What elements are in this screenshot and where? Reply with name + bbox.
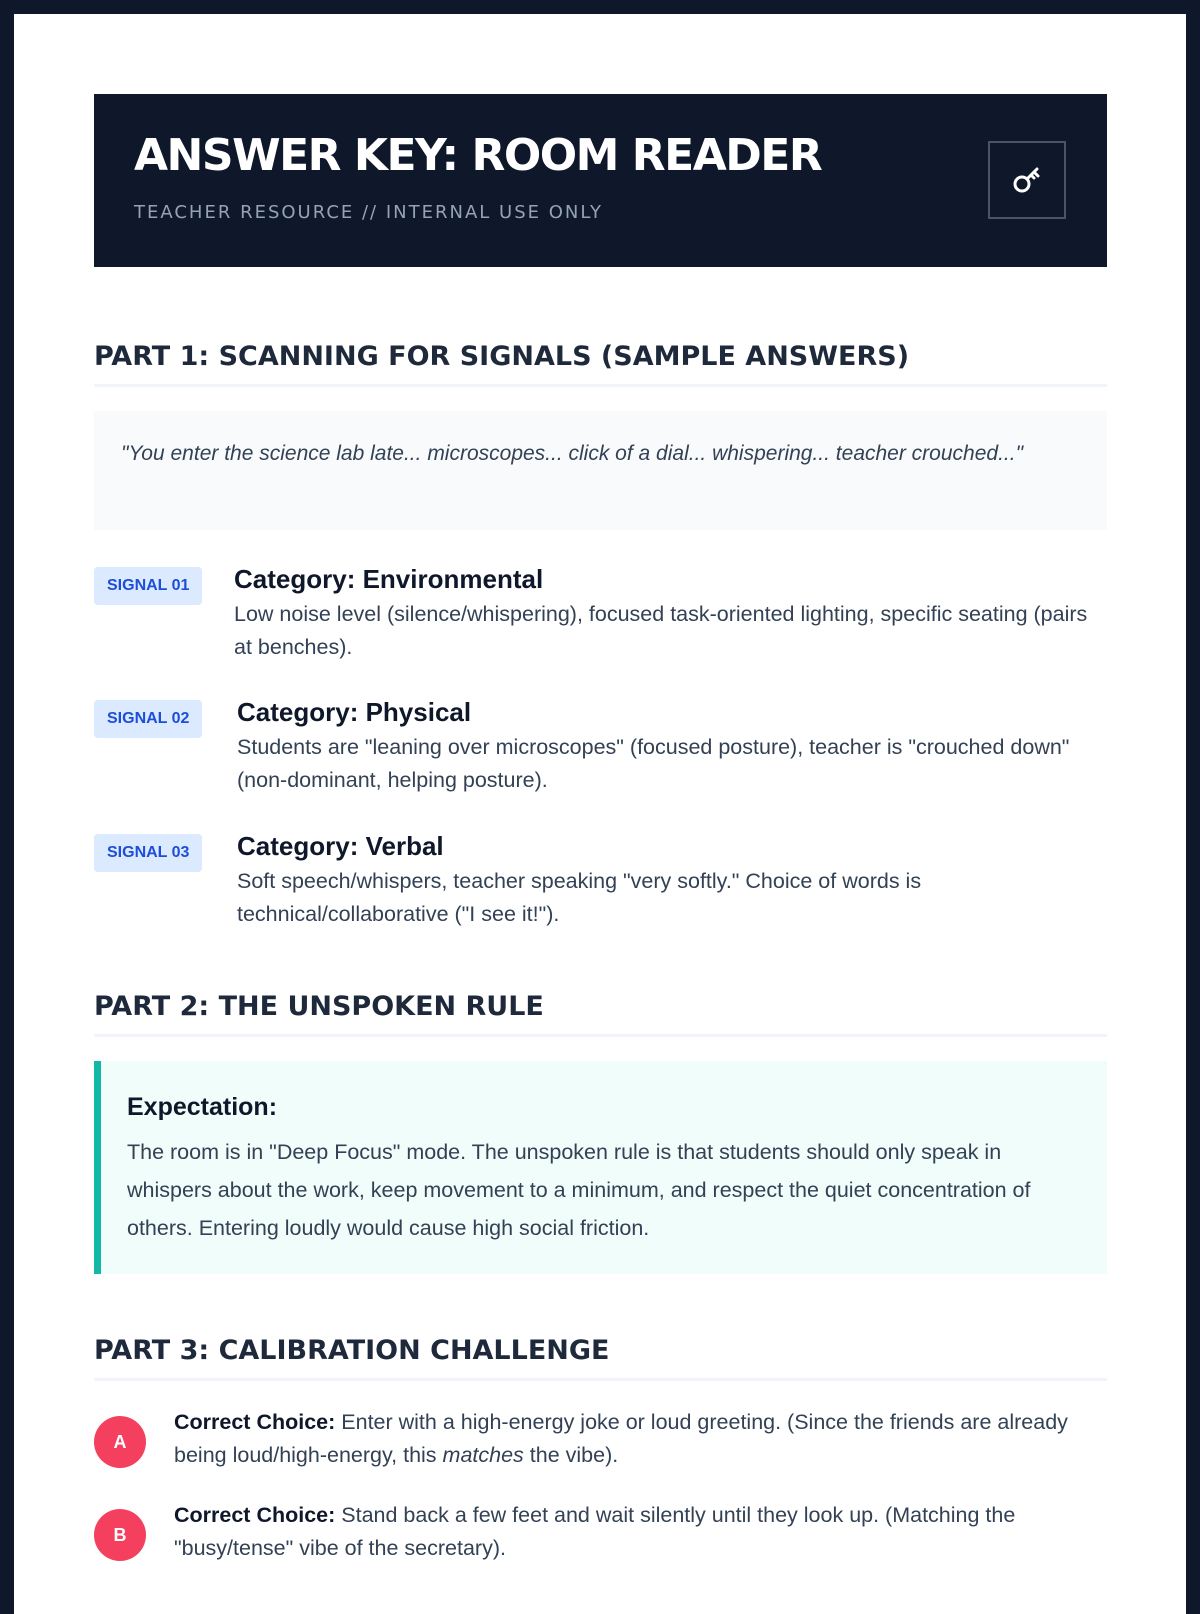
expectation-callout — [94, 1061, 1107, 1274]
scenario-quote-box — [94, 411, 1107, 530]
choice-marker: A — [94, 1416, 146, 1468]
expectation-title: Expectation: — [127, 1093, 278, 1121]
signal-body — [237, 831, 1107, 931]
page-content — [94, 94, 1107, 1560]
part2-heading: PART 2: THE UNSPOKEN RULE — [94, 993, 1107, 1037]
signal-badge: SIGNAL 03 — [94, 834, 202, 872]
choice-text — [174, 1406, 1104, 1472]
signal-title: Category: Verbal — [237, 831, 444, 861]
key-icon — [1007, 160, 1047, 200]
choice-text-after: the vibe). — [523, 1443, 619, 1467]
signal-body — [234, 564, 1107, 664]
expectation-text: The room is in "Deep Focus" mode. The unspoken rule is that students should only speak in whispers about the work, keep movement to a minimum, and respect the quiet concentration of others. Entering loudly would cause high social friction. — [127, 1140, 1031, 1240]
choice-text-before: Enter with a high-energy joke or loud greeting. (Since the friends are already being loud/high-energy, this — [174, 1410, 1068, 1467]
signal-title: Category: Environmental — [234, 564, 544, 594]
signal-text: Students are "leaning over microscopes" (focused posture), teacher is "crouched down" (non-dominant, helping posture). — [237, 735, 1070, 792]
signal-badge: SIGNAL 01 — [94, 567, 202, 605]
scenario-quote: "You enter the science lab late... microscopes... click of a dial... whispering... teacher crouched..." — [121, 442, 1024, 465]
page-subtitle: TEACHER RESOURCE // INTERNAL USE ONLY — [134, 202, 603, 223]
choice-emphasis: matches — [442, 1443, 524, 1467]
signal-text: Soft speech/whispers, teacher speaking "very softly." Choice of words is technical/collaborative ("I see it!"). — [237, 869, 922, 926]
part1-heading: PART 1: SCANNING FOR SIGNALS (SAMPLE ANSWERS) — [94, 343, 1107, 387]
choice-label: Correct Choice: — [174, 1410, 336, 1434]
signal-title: Category: Physical — [237, 697, 472, 727]
part3-heading: PART 3: CALIBRATION CHALLENGE — [94, 1337, 1107, 1381]
choice-text-before: Stand back a few feet and wait silently until they look up. (Matching the "busy/tense" vibe of the secretary). — [174, 1503, 1016, 1560]
signal-body — [237, 697, 1107, 797]
choice-label: Correct Choice: — [174, 1503, 336, 1527]
choice-marker: B — [94, 1509, 146, 1561]
key-icon-box — [988, 141, 1066, 219]
answer-key-page — [14, 14, 1186, 1614]
signal-badge: SIGNAL 02 — [94, 700, 202, 738]
page-title: ANSWER KEY: ROOM READER — [134, 130, 822, 181]
signal-text: Low noise level (silence/whispering), focused task-oriented lighting, specific seating (pairs at benches). — [234, 602, 1088, 659]
header-banner — [94, 94, 1107, 267]
choice-text — [174, 1499, 1104, 1565]
